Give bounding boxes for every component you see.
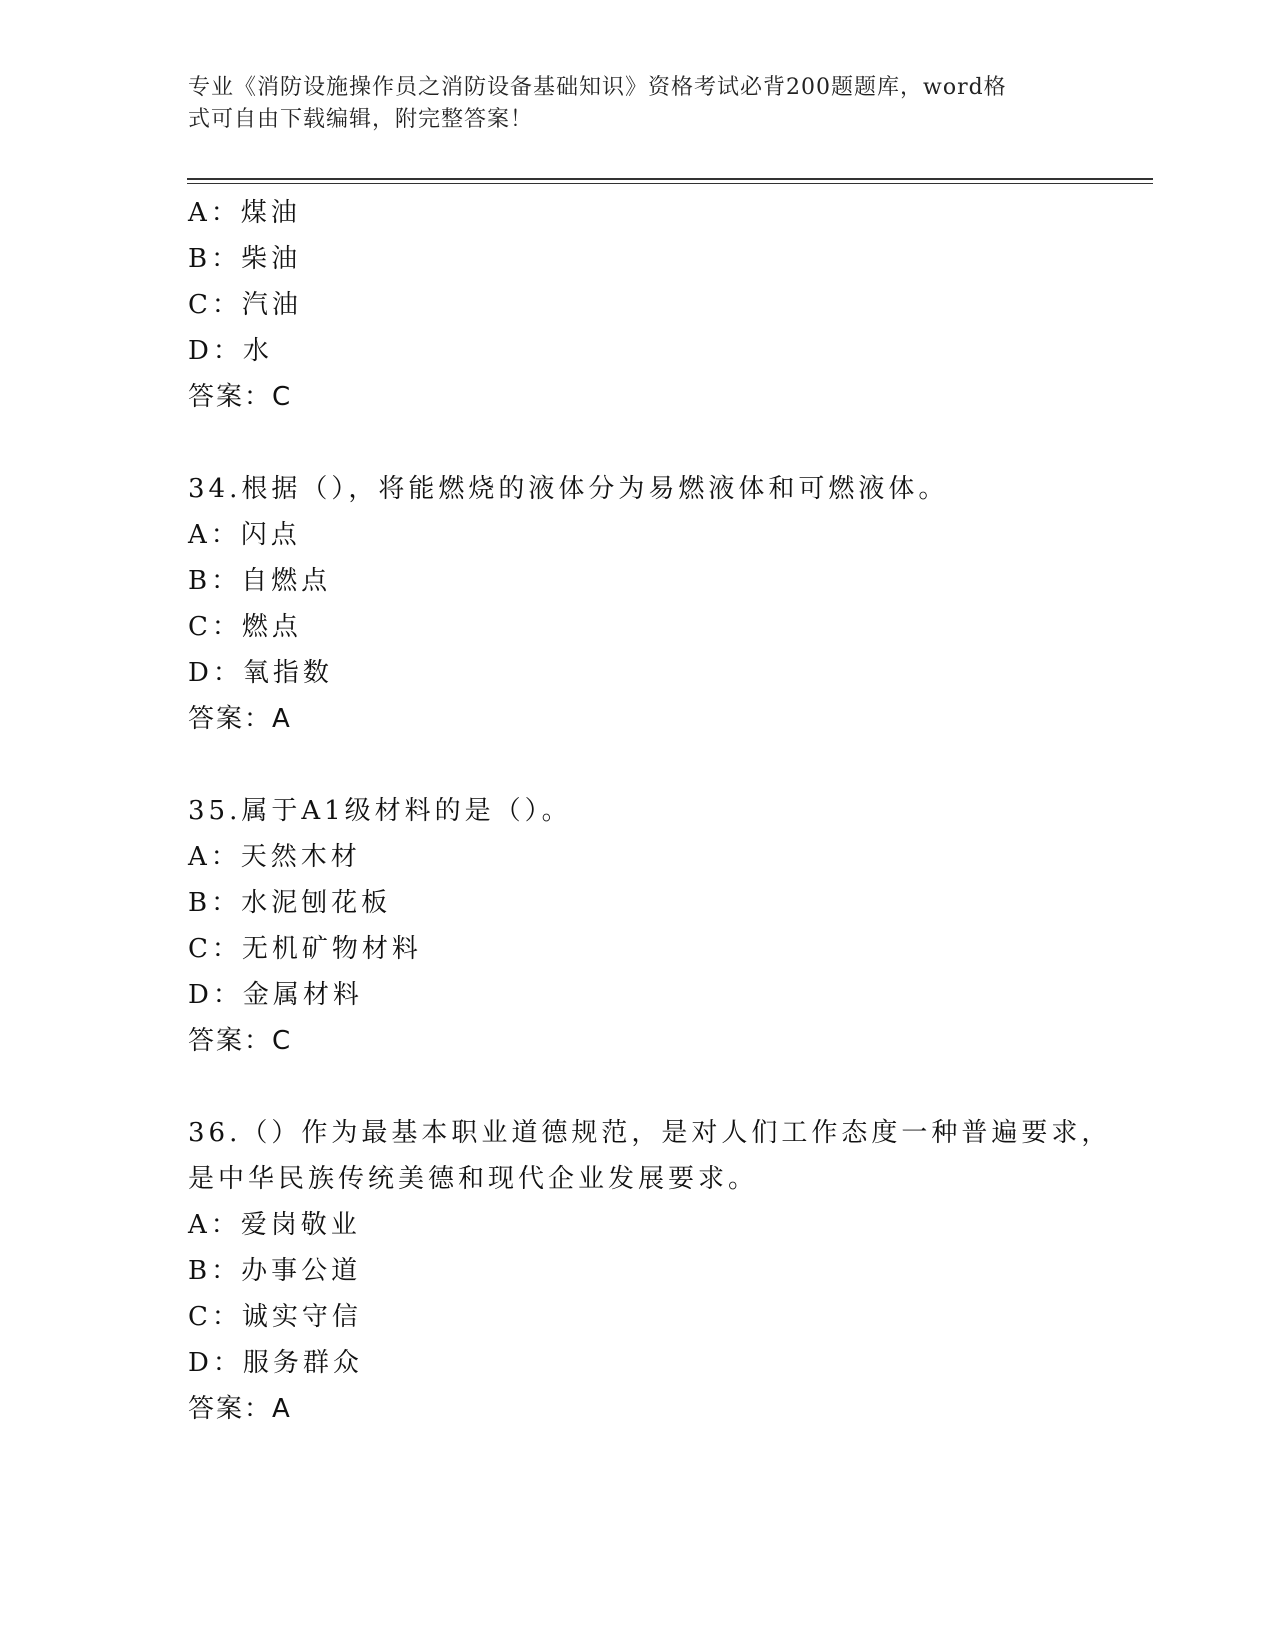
question-stem-line-2: 是中华民族传统美德和现代企业发展要求。: [188, 1164, 759, 1194]
header-divider-thin: [187, 183, 1153, 184]
header-line-2: 式可自由下载编辑，附完整答案！: [188, 107, 534, 132]
option-a: A：闪点: [188, 520, 301, 550]
option-b: B：自燃点: [188, 566, 332, 596]
option-c: C：诚实守信: [188, 1302, 362, 1332]
question-stem-line-1: 36.（）作为最基本职业道德规范，是对人们工作态度一种普遍要求，: [188, 1118, 1112, 1148]
option-d: D：服务群众: [188, 1348, 363, 1378]
answer-line: 答案：A: [188, 704, 292, 734]
option-b: B：水泥刨花板: [188, 888, 392, 918]
document-header: [188, 72, 1068, 136]
option-c: C：汽油: [188, 290, 302, 320]
option-d: D：氧指数: [188, 658, 333, 688]
spacer: [188, 742, 1088, 788]
option-d: D：金属材料: [188, 980, 363, 1010]
question-block-34: [188, 466, 1088, 742]
option-a: A：爱岗敬业: [188, 1210, 361, 1240]
answer-line: 答案：C: [188, 1026, 293, 1056]
question-stem: 34.根据（），将能燃烧的液体分为易燃液体和可燃液体。: [188, 474, 949, 504]
question-block-36: [188, 1110, 1112, 1432]
option-d: D：水: [188, 336, 273, 366]
answer-line: 答案：A: [188, 1394, 292, 1424]
option-b: B：办事公道: [188, 1256, 362, 1286]
header-line-1: 专业《消防设施操作员之消防设备基础知识》资格考试必背200题题库，word格: [188, 75, 1007, 100]
option-a: A：煤油: [188, 198, 301, 228]
option-c: C：燃点: [188, 612, 302, 642]
option-b: B：柴油: [188, 244, 302, 274]
header-divider-thick: [187, 178, 1153, 180]
question-stem: 35.属于A1级材料的是（）。: [188, 796, 572, 826]
question-list: [188, 190, 1112, 1432]
spacer: [188, 1064, 1088, 1110]
question-block-35: [188, 788, 1088, 1064]
option-c: C：无机矿物材料: [188, 934, 422, 964]
answer-line: 答案：C: [188, 382, 293, 412]
spacer: [188, 420, 1088, 466]
question-block-prev: [188, 190, 1088, 420]
option-a: A：天然木材: [188, 842, 361, 872]
